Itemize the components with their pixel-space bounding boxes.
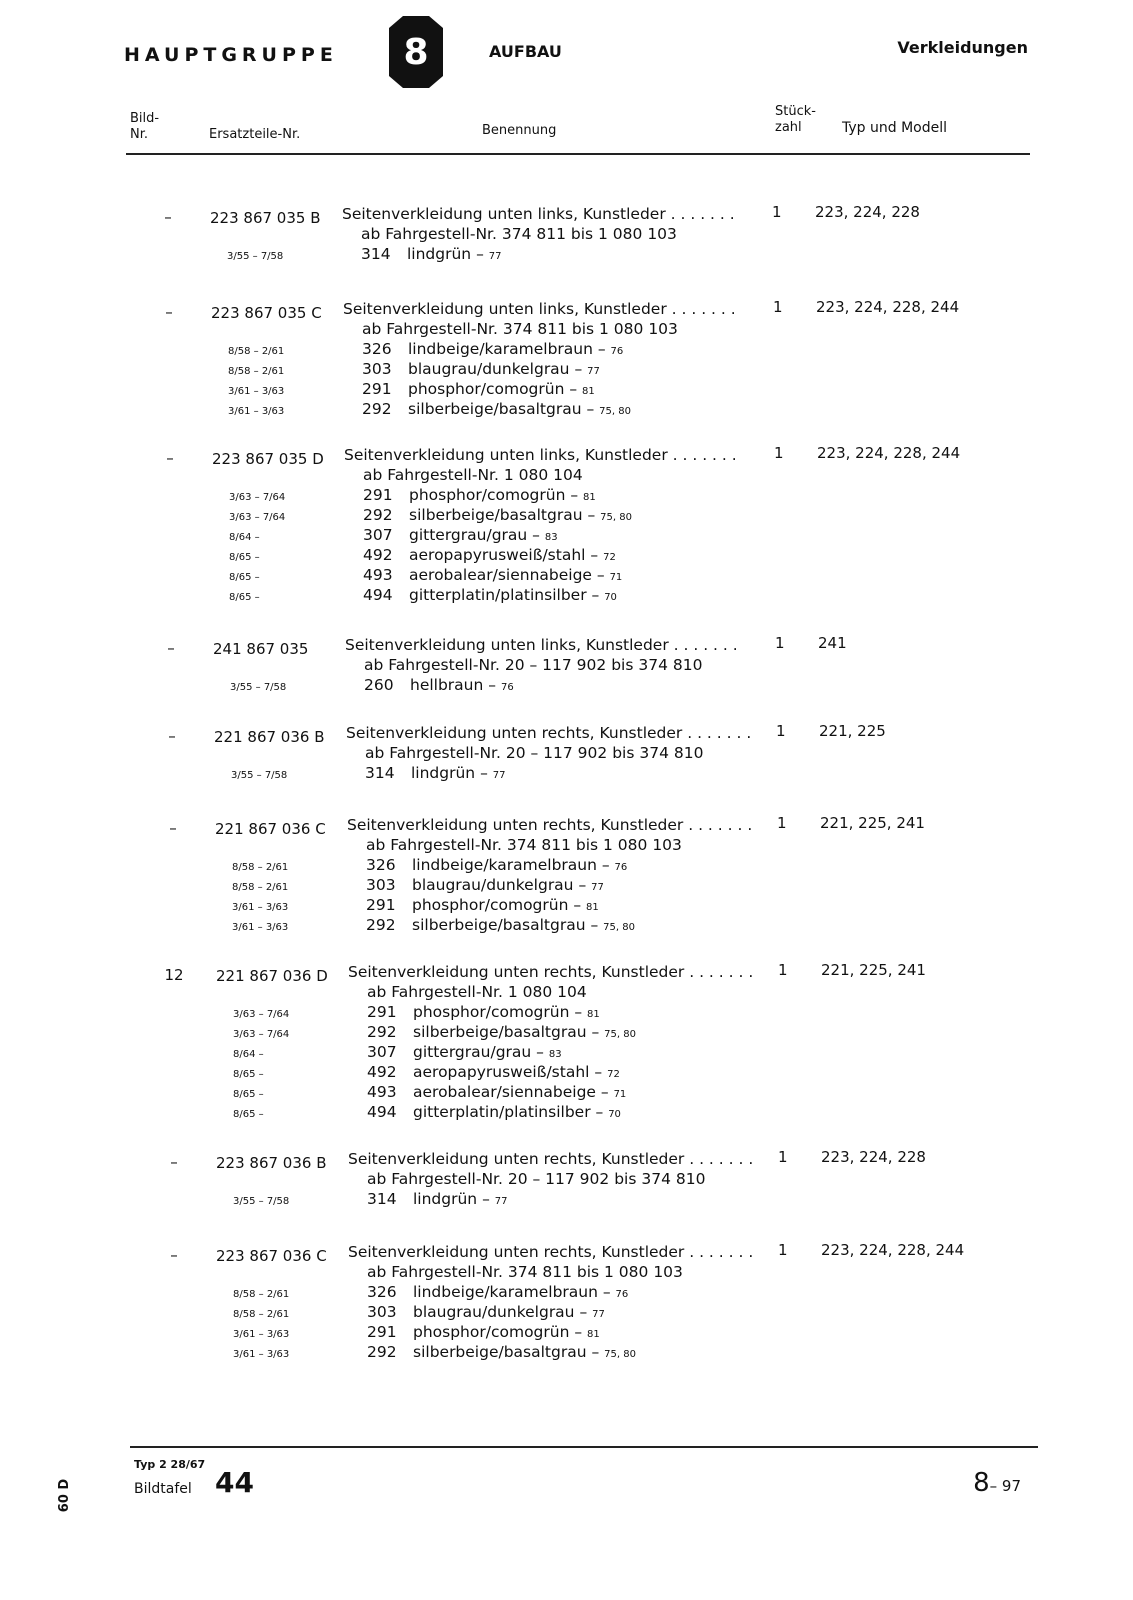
color-option <box>367 1190 507 1208</box>
color-ref-dash: – <box>589 1063 608 1081</box>
col-stueckzahl-line2: zahl <box>775 120 802 135</box>
color-option <box>367 1103 621 1121</box>
quantity: 1 <box>777 814 787 832</box>
color-date-range: 8/58 – 2/61 <box>228 346 285 357</box>
color-ref: 77 <box>494 1196 508 1207</box>
color-ref: 76 <box>614 862 628 873</box>
color-ref: 70 <box>604 592 617 603</box>
color-name: lindgrün <box>411 764 476 782</box>
col-bild-nr-line1: Bild- <box>130 111 160 126</box>
chassis-range: ab Fahrgestell-Nr. 374 811 bis 1 080 103 <box>361 225 677 243</box>
color-option <box>367 1023 636 1041</box>
col-stueckzahl-line1: Stück- <box>775 104 816 119</box>
color-option <box>367 1083 626 1101</box>
color-code: 494 <box>367 1103 397 1121</box>
color-ref: 72 <box>603 552 616 563</box>
color-name: aerobalear/siennabeige <box>409 566 592 584</box>
color-date-range: 8/58 – 2/61 <box>233 1309 290 1320</box>
color-ref-dash: – <box>475 764 493 782</box>
color-option <box>367 1303 605 1321</box>
color-code: 326 <box>362 340 392 358</box>
bild-nr: – <box>170 1246 178 1264</box>
color-ref-dash: – <box>586 1023 605 1041</box>
part-description: Seitenverkleidung unten rechts, Kunstleder . . . . . . . <box>347 816 753 834</box>
color-code: 307 <box>367 1043 397 1061</box>
color-name: phosphor/comogrün <box>413 1323 570 1341</box>
color-ref-dash: – <box>564 380 583 398</box>
color-ref-dash: – <box>595 1083 614 1101</box>
color-ref-dash: – <box>591 566 610 584</box>
color-date-range: 8/65 – <box>229 592 260 603</box>
color-date-range: 8/65 – <box>233 1109 264 1120</box>
color-option <box>362 400 631 418</box>
col-bild-nr <box>130 111 159 143</box>
color-ref-dash: – <box>531 1043 549 1061</box>
color-name: gittergrau/grau <box>413 1043 532 1061</box>
color-option <box>362 340 623 358</box>
color-name: aerobalear/siennabeige <box>413 1083 596 1101</box>
quantity: 1 <box>773 298 783 316</box>
color-name: silberbeige/basaltgrau <box>413 1343 587 1361</box>
color-code: 291 <box>362 380 392 398</box>
color-name: phosphor/comogrün <box>412 896 569 914</box>
col-typ-modell: Typ und Modell <box>842 120 947 136</box>
color-ref: 83 <box>548 1049 562 1060</box>
color-option <box>363 526 558 544</box>
part-description: Seitenverkleidung unten links, Kunstleder . . . . . . . <box>345 636 738 654</box>
color-name: gitterplatin/platinsilber <box>413 1103 591 1121</box>
color-option <box>367 1283 628 1301</box>
color-option <box>366 916 635 934</box>
color-code: 326 <box>366 856 396 874</box>
chassis-range: ab Fahrgestell-Nr. 1 080 104 <box>367 983 587 1001</box>
color-code: 303 <box>366 876 396 894</box>
color-date-range: 3/55 – 7/58 <box>230 682 287 693</box>
color-code: 303 <box>367 1303 397 1321</box>
color-ref-dash: – <box>471 245 489 263</box>
part-description: Seitenverkleidung unten links, Kunstleder . . . . . . . <box>344 446 737 464</box>
col-benennung: Benennung <box>482 123 557 138</box>
color-option <box>367 1063 620 1081</box>
color-option <box>367 1003 600 1021</box>
color-name: gitterplatin/platinsilber <box>409 586 587 604</box>
bild-nr: – <box>166 449 174 467</box>
color-ref-dash: – <box>574 1303 593 1321</box>
part-number: 221 867 036 D <box>216 967 328 985</box>
color-ref-dash: – <box>585 916 604 934</box>
color-date-range: 3/55 – 7/58 <box>231 770 288 781</box>
color-date-range: 8/58 – 2/61 <box>232 882 289 893</box>
color-date-range: 8/58 – 2/61 <box>233 1289 290 1300</box>
color-code: 314 <box>365 764 395 782</box>
quantity: 1 <box>778 1241 788 1259</box>
color-ref: 77 <box>587 366 600 377</box>
chassis-range: ab Fahrgestell-Nr. 374 811 bis 1 080 103 <box>366 836 682 854</box>
color-date-range: 3/55 – 7/58 <box>227 251 284 262</box>
color-date-range: 3/61 – 3/63 <box>228 406 285 417</box>
quantity: 1 <box>778 961 788 979</box>
color-code: 314 <box>367 1190 397 1208</box>
color-code: 292 <box>366 916 396 934</box>
color-ref-dash: – <box>568 896 587 914</box>
color-date-range: 8/65 – <box>233 1069 264 1080</box>
part-number: 221 867 036 B <box>214 728 325 746</box>
page-number <box>973 1468 1021 1498</box>
col-ersatzteile-nr: Ersatzteile-Nr. <box>209 127 301 142</box>
part-number: 223 867 036 B <box>216 1154 327 1172</box>
page-number-main: 8 <box>973 1468 990 1498</box>
part-description: Seitenverkleidung unten links, Kunstleder . . . . . . . <box>343 300 736 318</box>
color-option <box>367 1323 600 1341</box>
color-date-range: 3/63 – 7/64 <box>229 492 286 503</box>
color-ref-dash: – <box>569 360 588 378</box>
bild-nr: – <box>165 303 173 321</box>
color-ref: 77 <box>488 251 502 262</box>
footer-divider <box>130 1446 1038 1448</box>
color-ref: 75, 80 <box>603 922 635 933</box>
color-ref-dash: – <box>582 506 601 524</box>
color-option <box>366 876 604 894</box>
chassis-range: ab Fahrgestell-Nr. 20 – 117 902 bis 374 810 <box>367 1170 706 1188</box>
color-code: 291 <box>366 896 396 914</box>
type-models: 221, 225, 241 <box>821 961 926 979</box>
color-date-range: 3/61 – 3/63 <box>233 1329 290 1340</box>
col-stueckzahl <box>775 104 816 136</box>
color-option <box>367 1043 562 1061</box>
color-option <box>366 856 627 874</box>
chassis-range: ab Fahrgestell-Nr. 1 080 104 <box>363 466 583 484</box>
color-date-range: 3/61 – 3/63 <box>233 1349 290 1360</box>
footer-bildtafel-number: 44 <box>215 1466 254 1499</box>
color-code: 292 <box>367 1023 397 1041</box>
color-code: 291 <box>363 486 393 504</box>
quantity: 1 <box>775 634 785 652</box>
color-name: aeropapyrusweiß/stahl <box>413 1063 590 1081</box>
category-title: Verkleidungen <box>897 38 1028 57</box>
type-models: 223, 224, 228, 244 <box>817 444 961 462</box>
color-name: phosphor/comogrün <box>409 486 566 504</box>
chassis-range: ab Fahrgestell-Nr. 374 811 bis 1 080 103 <box>362 320 678 338</box>
color-date-range: 8/64 – <box>233 1049 264 1060</box>
part-description: Seitenverkleidung unten rechts, Kunstleder . . . . . . . <box>348 1243 754 1261</box>
color-ref: 81 <box>583 492 596 503</box>
color-ref-dash: – <box>569 1003 588 1021</box>
chassis-range: ab Fahrgestell-Nr. 20 – 117 902 bis 374 810 <box>365 744 704 762</box>
color-ref: 75, 80 <box>599 406 631 417</box>
group-title: HAUPTGRUPPE <box>124 44 338 66</box>
color-ref-dash: – <box>581 400 600 418</box>
part-number: 223 867 036 C <box>216 1247 327 1265</box>
color-date-range: 3/63 – 7/64 <box>229 512 286 523</box>
color-name: silberbeige/basaltgrau <box>408 400 582 418</box>
header-divider <box>126 153 1030 155</box>
color-option <box>364 676 514 694</box>
type-models: 221, 225 <box>819 722 886 740</box>
color-option <box>363 486 596 504</box>
color-option <box>365 764 505 782</box>
quantity: 1 <box>772 203 782 221</box>
color-option <box>361 245 501 263</box>
color-name: silberbeige/basaltgrau <box>413 1023 587 1041</box>
page-number-sub: – 97 <box>989 1477 1021 1495</box>
color-ref-dash: – <box>573 876 592 894</box>
color-ref: 76 <box>500 682 514 693</box>
type-models: 223, 224, 228, 244 <box>816 298 960 316</box>
part-number: 241 867 035 <box>213 640 309 658</box>
group-number-badge <box>389 16 443 88</box>
color-option <box>362 380 595 398</box>
color-option <box>363 586 617 604</box>
side-code: 60 D <box>57 1478 73 1513</box>
color-ref: 81 <box>587 1329 600 1340</box>
color-name: lindbeige/karamelbraun <box>408 340 593 358</box>
part-description: Seitenverkleidung unten rechts, Kunstleder . . . . . . . <box>348 1150 754 1168</box>
bild-nr: – <box>168 727 176 745</box>
type-models: 223, 224, 228, 244 <box>821 1241 965 1259</box>
color-ref-dash: – <box>477 1190 495 1208</box>
color-ref-dash: – <box>483 676 501 694</box>
color-date-range: 3/61 – 3/63 <box>228 386 285 397</box>
bild-nr: 12 <box>164 966 184 984</box>
color-code: 292 <box>367 1343 397 1361</box>
type-models: 221, 225, 241 <box>820 814 925 832</box>
color-ref: 72 <box>607 1069 620 1080</box>
color-ref-dash: – <box>569 1323 588 1341</box>
color-ref-dash: – <box>597 1283 616 1301</box>
color-ref-dash: – <box>586 1343 605 1361</box>
color-ref: 75, 80 <box>604 1029 636 1040</box>
color-name: lindgrün <box>413 1190 478 1208</box>
color-option <box>366 896 599 914</box>
color-name: silberbeige/basaltgrau <box>412 916 586 934</box>
color-date-range: 3/55 – 7/58 <box>233 1196 290 1207</box>
color-ref-dash: – <box>586 586 605 604</box>
quantity: 1 <box>776 722 786 740</box>
part-description: Seitenverkleidung unten rechts, Kunstleder . . . . . . . <box>346 724 752 742</box>
color-code: 307 <box>363 526 393 544</box>
type-models: 223, 224, 228 <box>815 203 920 221</box>
color-ref: 76 <box>615 1289 629 1300</box>
color-ref-dash: – <box>590 1103 609 1121</box>
color-code: 494 <box>363 586 393 604</box>
part-description: Seitenverkleidung unten rechts, Kunstleder . . . . . . . <box>348 963 754 981</box>
color-option <box>367 1343 636 1361</box>
footer-bildtafel-label: Bildtafel <box>134 1481 192 1497</box>
color-ref: 75, 80 <box>600 512 632 523</box>
octagon-badge-icon <box>389 16 443 88</box>
part-number: 223 867 035 C <box>211 304 322 322</box>
color-date-range: 3/61 – 3/63 <box>232 902 289 913</box>
color-ref: 81 <box>582 386 595 397</box>
color-ref: 71 <box>613 1089 627 1100</box>
color-name: gittergrau/grau <box>409 526 528 544</box>
color-date-range: 3/61 – 3/63 <box>232 922 289 933</box>
color-ref: 77 <box>592 1309 605 1320</box>
color-code: 492 <box>363 546 393 564</box>
color-ref-dash: – <box>596 856 615 874</box>
color-ref: 76 <box>610 346 624 357</box>
color-name: blaugrau/dunkelgrau <box>413 1303 575 1321</box>
quantity: 1 <box>778 1148 788 1166</box>
bild-nr: – <box>170 1153 178 1171</box>
color-ref: 71 <box>609 572 623 583</box>
part-description: Seitenverkleidung unten links, Kunstleder . . . . . . . <box>342 205 735 223</box>
color-ref: 81 <box>586 902 599 913</box>
bild-nr: – <box>167 639 175 657</box>
color-code: 326 <box>367 1283 397 1301</box>
color-name: blaugrau/dunkelgrau <box>408 360 570 378</box>
color-code: 492 <box>367 1063 397 1081</box>
col-bild-nr-line2: Nr. <box>130 127 149 142</box>
color-ref: 70 <box>608 1109 621 1120</box>
color-ref-dash: – <box>565 486 584 504</box>
color-date-range: 8/58 – 2/61 <box>228 366 285 377</box>
color-ref-dash: – <box>527 526 545 544</box>
color-code: 291 <box>367 1323 397 1341</box>
part-number: 223 867 035 B <box>210 209 321 227</box>
color-name: aeropapyrusweiß/stahl <box>409 546 586 564</box>
color-option <box>363 566 622 584</box>
type-models: 241 <box>818 634 847 652</box>
chassis-range: ab Fahrgestell-Nr. 374 811 bis 1 080 103 <box>367 1263 683 1281</box>
color-code: 493 <box>367 1083 397 1101</box>
color-ref: 77 <box>492 770 506 781</box>
color-option <box>363 506 632 524</box>
group-number: 8 <box>403 32 429 73</box>
color-name: phosphor/comogrün <box>408 380 565 398</box>
color-date-range: 3/63 – 7/64 <box>233 1029 290 1040</box>
color-name: blaugrau/dunkelgrau <box>412 876 574 894</box>
color-name: phosphor/comogrün <box>413 1003 570 1021</box>
color-ref: 77 <box>591 882 604 893</box>
color-code: 291 <box>367 1003 397 1021</box>
footer-typ: Typ 2 28/67 <box>134 1458 206 1471</box>
color-code: 314 <box>361 245 391 263</box>
color-code: 292 <box>363 506 393 524</box>
color-date-range: 3/63 – 7/64 <box>233 1009 290 1020</box>
bild-nr: – <box>164 208 172 226</box>
color-name: hellbraun <box>410 676 484 694</box>
color-name: lindgrün <box>407 245 472 263</box>
type-models: 223, 224, 228 <box>821 1148 926 1166</box>
bild-nr: – <box>169 819 177 837</box>
color-option <box>362 360 600 378</box>
part-number: 221 867 036 C <box>215 820 326 838</box>
color-date-range: 8/65 – <box>229 552 260 563</box>
color-ref: 81 <box>587 1009 600 1020</box>
color-date-range: 8/65 – <box>233 1089 264 1100</box>
color-ref: 83 <box>544 532 558 543</box>
quantity: 1 <box>774 444 784 462</box>
color-date-range: 8/58 – 2/61 <box>232 862 289 873</box>
color-name: lindbeige/karamelbraun <box>413 1283 598 1301</box>
color-ref-dash: – <box>585 546 604 564</box>
color-date-range: 8/64 – <box>229 532 260 543</box>
color-name: silberbeige/basaltgrau <box>409 506 583 524</box>
color-date-range: 8/65 – <box>229 572 260 583</box>
color-ref-dash: – <box>592 340 611 358</box>
color-code: 260 <box>364 676 394 694</box>
color-ref: 75, 80 <box>604 1349 636 1360</box>
color-option <box>363 546 616 564</box>
chassis-range: ab Fahrgestell-Nr. 20 – 117 902 bis 374 810 <box>364 656 703 674</box>
section-title: AUFBAU <box>489 42 562 61</box>
color-code: 292 <box>362 400 392 418</box>
color-name: lindbeige/karamelbraun <box>412 856 597 874</box>
color-code: 303 <box>362 360 392 378</box>
color-code: 493 <box>363 566 393 584</box>
part-number: 223 867 035 D <box>212 450 324 468</box>
